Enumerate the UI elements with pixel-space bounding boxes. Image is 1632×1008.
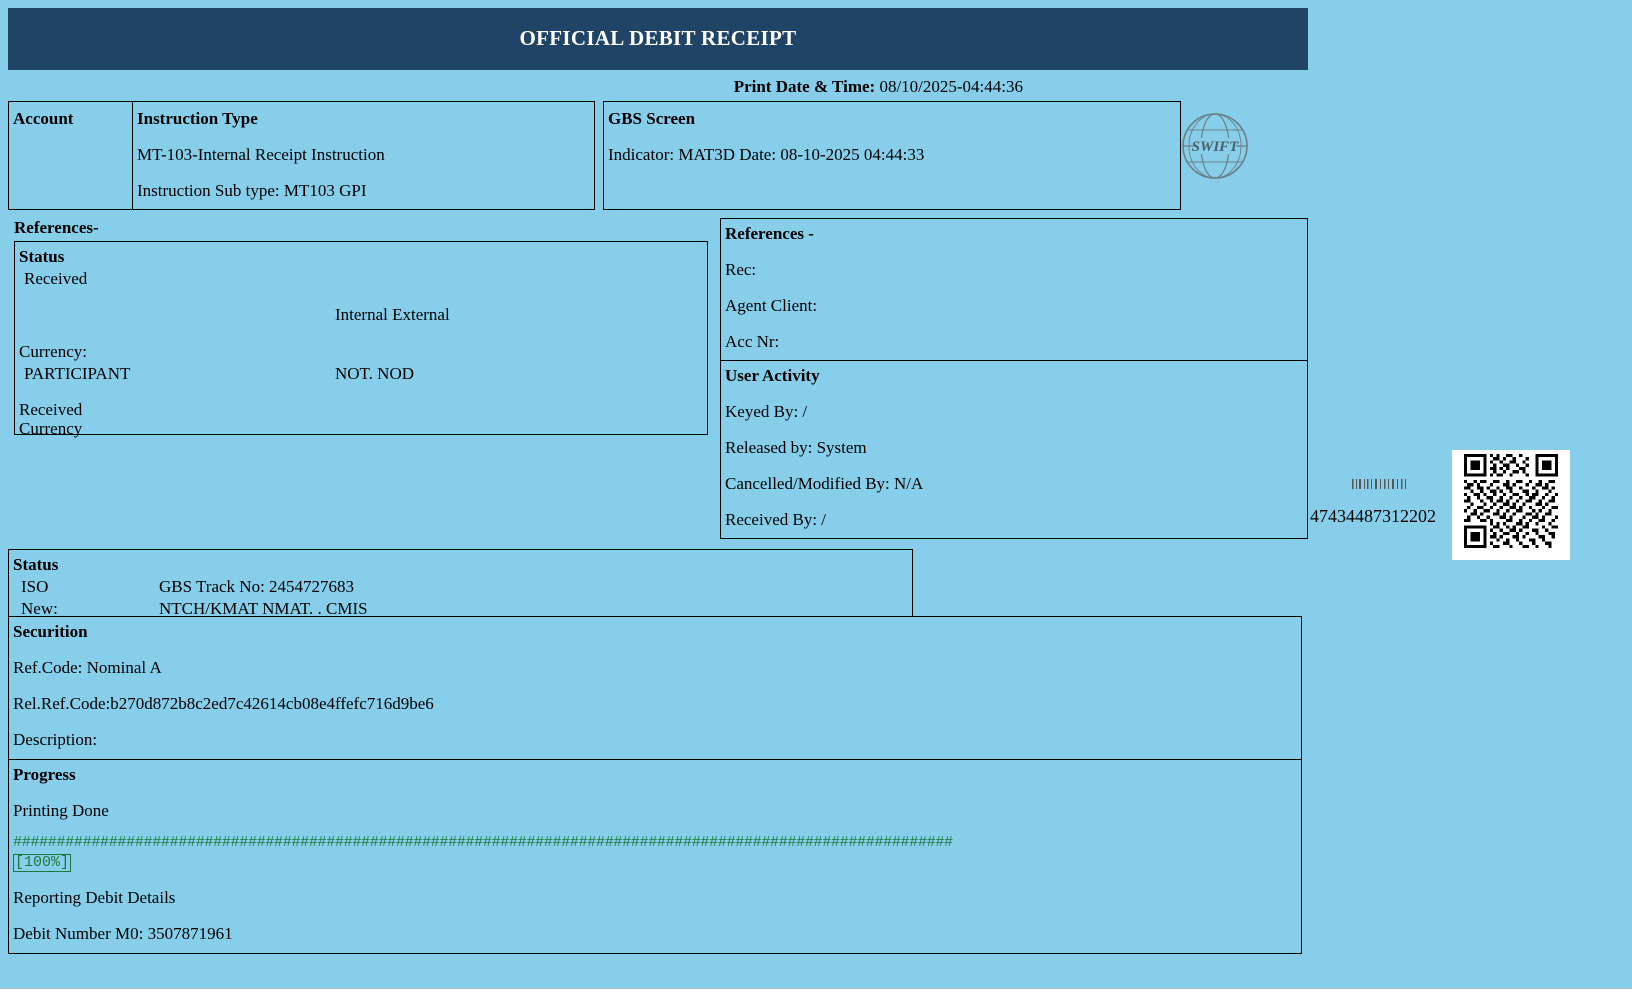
progress-box [8,759,1302,954]
page-footer-strip [0,988,1632,1008]
currency-second-label: Currency [19,419,83,438]
received-label: Received [19,400,83,419]
cmis-line: NTCH/KMAT NMAT. . CMIS [159,599,368,618]
print-datetime [8,70,1308,101]
account-box [8,101,133,210]
internal-external-label: Internal External [335,305,450,324]
instruction-type-header: Instruction Type [137,109,258,128]
description-line: Description: [13,730,98,749]
agent-client-line: Agent Client: [725,296,818,315]
acc-nr-line: Acc Nr: [725,332,780,351]
cancelled-modified-by-line: Cancelled/Modified By: N/A [725,474,924,493]
references-right-box [720,218,1308,361]
gbs-screen-box [603,101,1181,210]
participant-label: PARTICIPANT [24,364,131,383]
status-left-value: Received [24,269,88,288]
ref-code-line: Ref.Code: Nominal A [13,658,162,677]
barcode-ticks-icon [1350,478,1410,492]
reporting-debit-details-line: Reporting Debit Details [13,888,176,908]
iso-label: ISO [21,577,49,596]
status-left-box [14,241,708,438]
qr-code [1452,450,1570,560]
references-row [8,218,1308,539]
status-left-header: Status [19,247,65,266]
user-activity-box [720,360,1308,539]
instruction-type-box [132,101,595,210]
printing-done-line: Printing Done [13,801,109,820]
progress-bar-hashes: ############################################################################################################ [13,835,953,851]
status-iso-box [8,549,913,617]
swift-globe-icon [1180,111,1250,181]
references-right-column [720,218,1308,539]
gbs-screen-header: GBS Screen [608,109,696,128]
references-left-column [8,218,712,438]
swift-logo-text: SWIFT [1191,139,1239,155]
user-activity-header: User Activity [725,366,820,385]
rec-line: Rec: [725,260,757,279]
currency-label: Currency: [19,342,87,361]
new-label: New: [21,599,58,618]
barcode-number: 47434487312202 [1310,506,1436,526]
gbs-track-no: GBS Track No: 2454727683 [159,577,355,596]
status-iso-header: Status [13,555,59,574]
instruction-type-line1: MT-103-Internal Receipt Instruction [137,145,385,164]
securition-header: Securition [13,622,88,641]
header-boxes-row [8,101,1308,210]
released-by-line: Released by: System [725,438,867,457]
rel-ref-code-line: Rel.Ref.Code:b270d872b8c2ed7c42614cb08e4ffefc716d9be6 [13,694,434,713]
securition-box [8,616,1302,760]
references-left-header: References- [14,218,99,237]
document-title: OFFICIAL DEBIT RECEIPT [8,8,1308,70]
keyed-by-line: Keyed By: / [725,402,808,421]
print-datetime-label: Print Date & Time: [733,77,876,96]
received-by-line: Received By: / [725,510,827,529]
print-datetime-value: 08/10/2025-04:44:36 [879,77,1023,96]
barcode-area [1310,470,1610,570]
account-box-header: Account [13,109,74,128]
receipt-document [8,8,1308,954]
instruction-subtype-line: Instruction Sub type: MT103 GPI [137,181,367,200]
debit-number-line: Debit Number M0: 3507871961 [13,924,233,944]
progress-header: Progress [13,765,76,784]
not-nod-label: NOT. NOD [335,364,415,383]
gbs-indicator-line: Indicator: MAT3D Date: 08-10-2025 04:44:33 [608,145,925,164]
references-right-header: References - [725,224,814,243]
progress-percent: [100%] [15,853,70,871]
